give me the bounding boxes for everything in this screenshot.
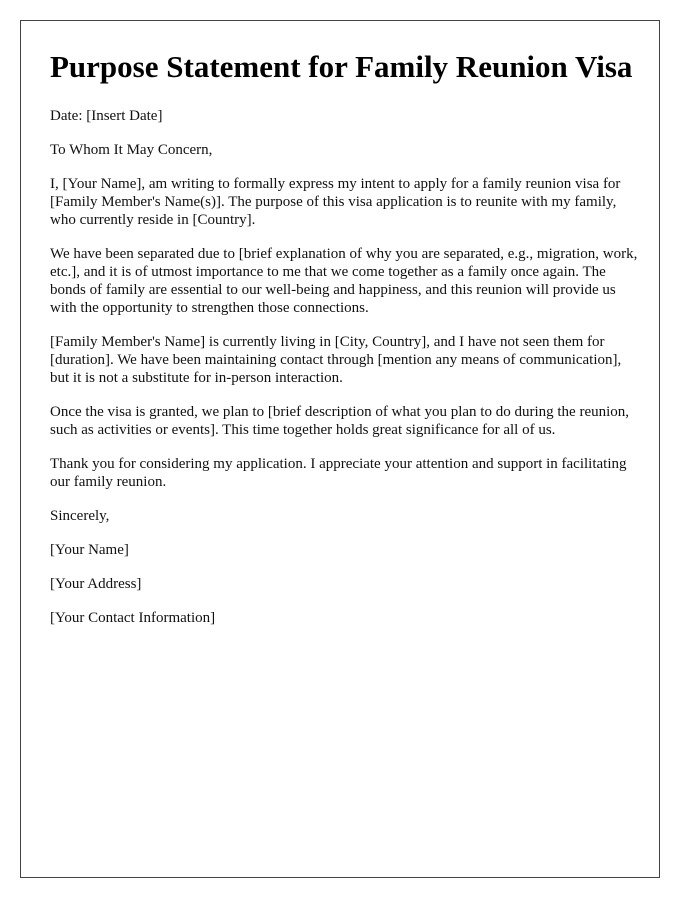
body-paragraph-intent: I, [Your Name], am writing to formally express my intent to apply for a family reunion visa for [Family Member's Name(s)]. The purpose of this visa application is to reunite with my family, who currently reside in [Country].	[50, 176, 621, 228]
date-line: Date: [Insert Date]	[50, 108, 163, 124]
closing: Sincerely,	[50, 508, 110, 524]
body-paragraph-contact: [Family Member's Name] is currently living in [City, Country], and I have not seen them for [duration]. We have been maintaining contact through [mention any means of communication], but it is not a substitute for in-person interaction.	[50, 334, 622, 386]
letter-page	[20, 20, 660, 878]
signature-address: [Your Address]	[50, 576, 142, 592]
letter-content	[50, 49, 640, 643]
body-paragraph-plans: Once the visa is granted, we plan to [brief description of what you plan to do during the reunion, such as activities or events]. This time together holds great significance for all of us.	[50, 404, 630, 438]
letter-title: Purpose Statement for Family Reunion Visa	[50, 49, 633, 84]
signature-name: [Your Name]	[50, 542, 129, 558]
body-paragraph-separation: We have been separated due to [brief explanation of why you are separated, e.g., migration, work, etc.], and it is of utmost importance to me that we come together as a family once again. The bonds of family are essential to our well-being and happiness, and this reunion will provide us with the opportunity to strengthen those connections.	[50, 246, 638, 316]
salutation: To Whom It May Concern,	[50, 142, 213, 158]
body-paragraph-thanks: Thank you for considering my application. I appreciate your attention and support in facilitating our family reunion.	[50, 456, 627, 490]
signature-contact: [Your Contact Information]	[50, 610, 216, 626]
